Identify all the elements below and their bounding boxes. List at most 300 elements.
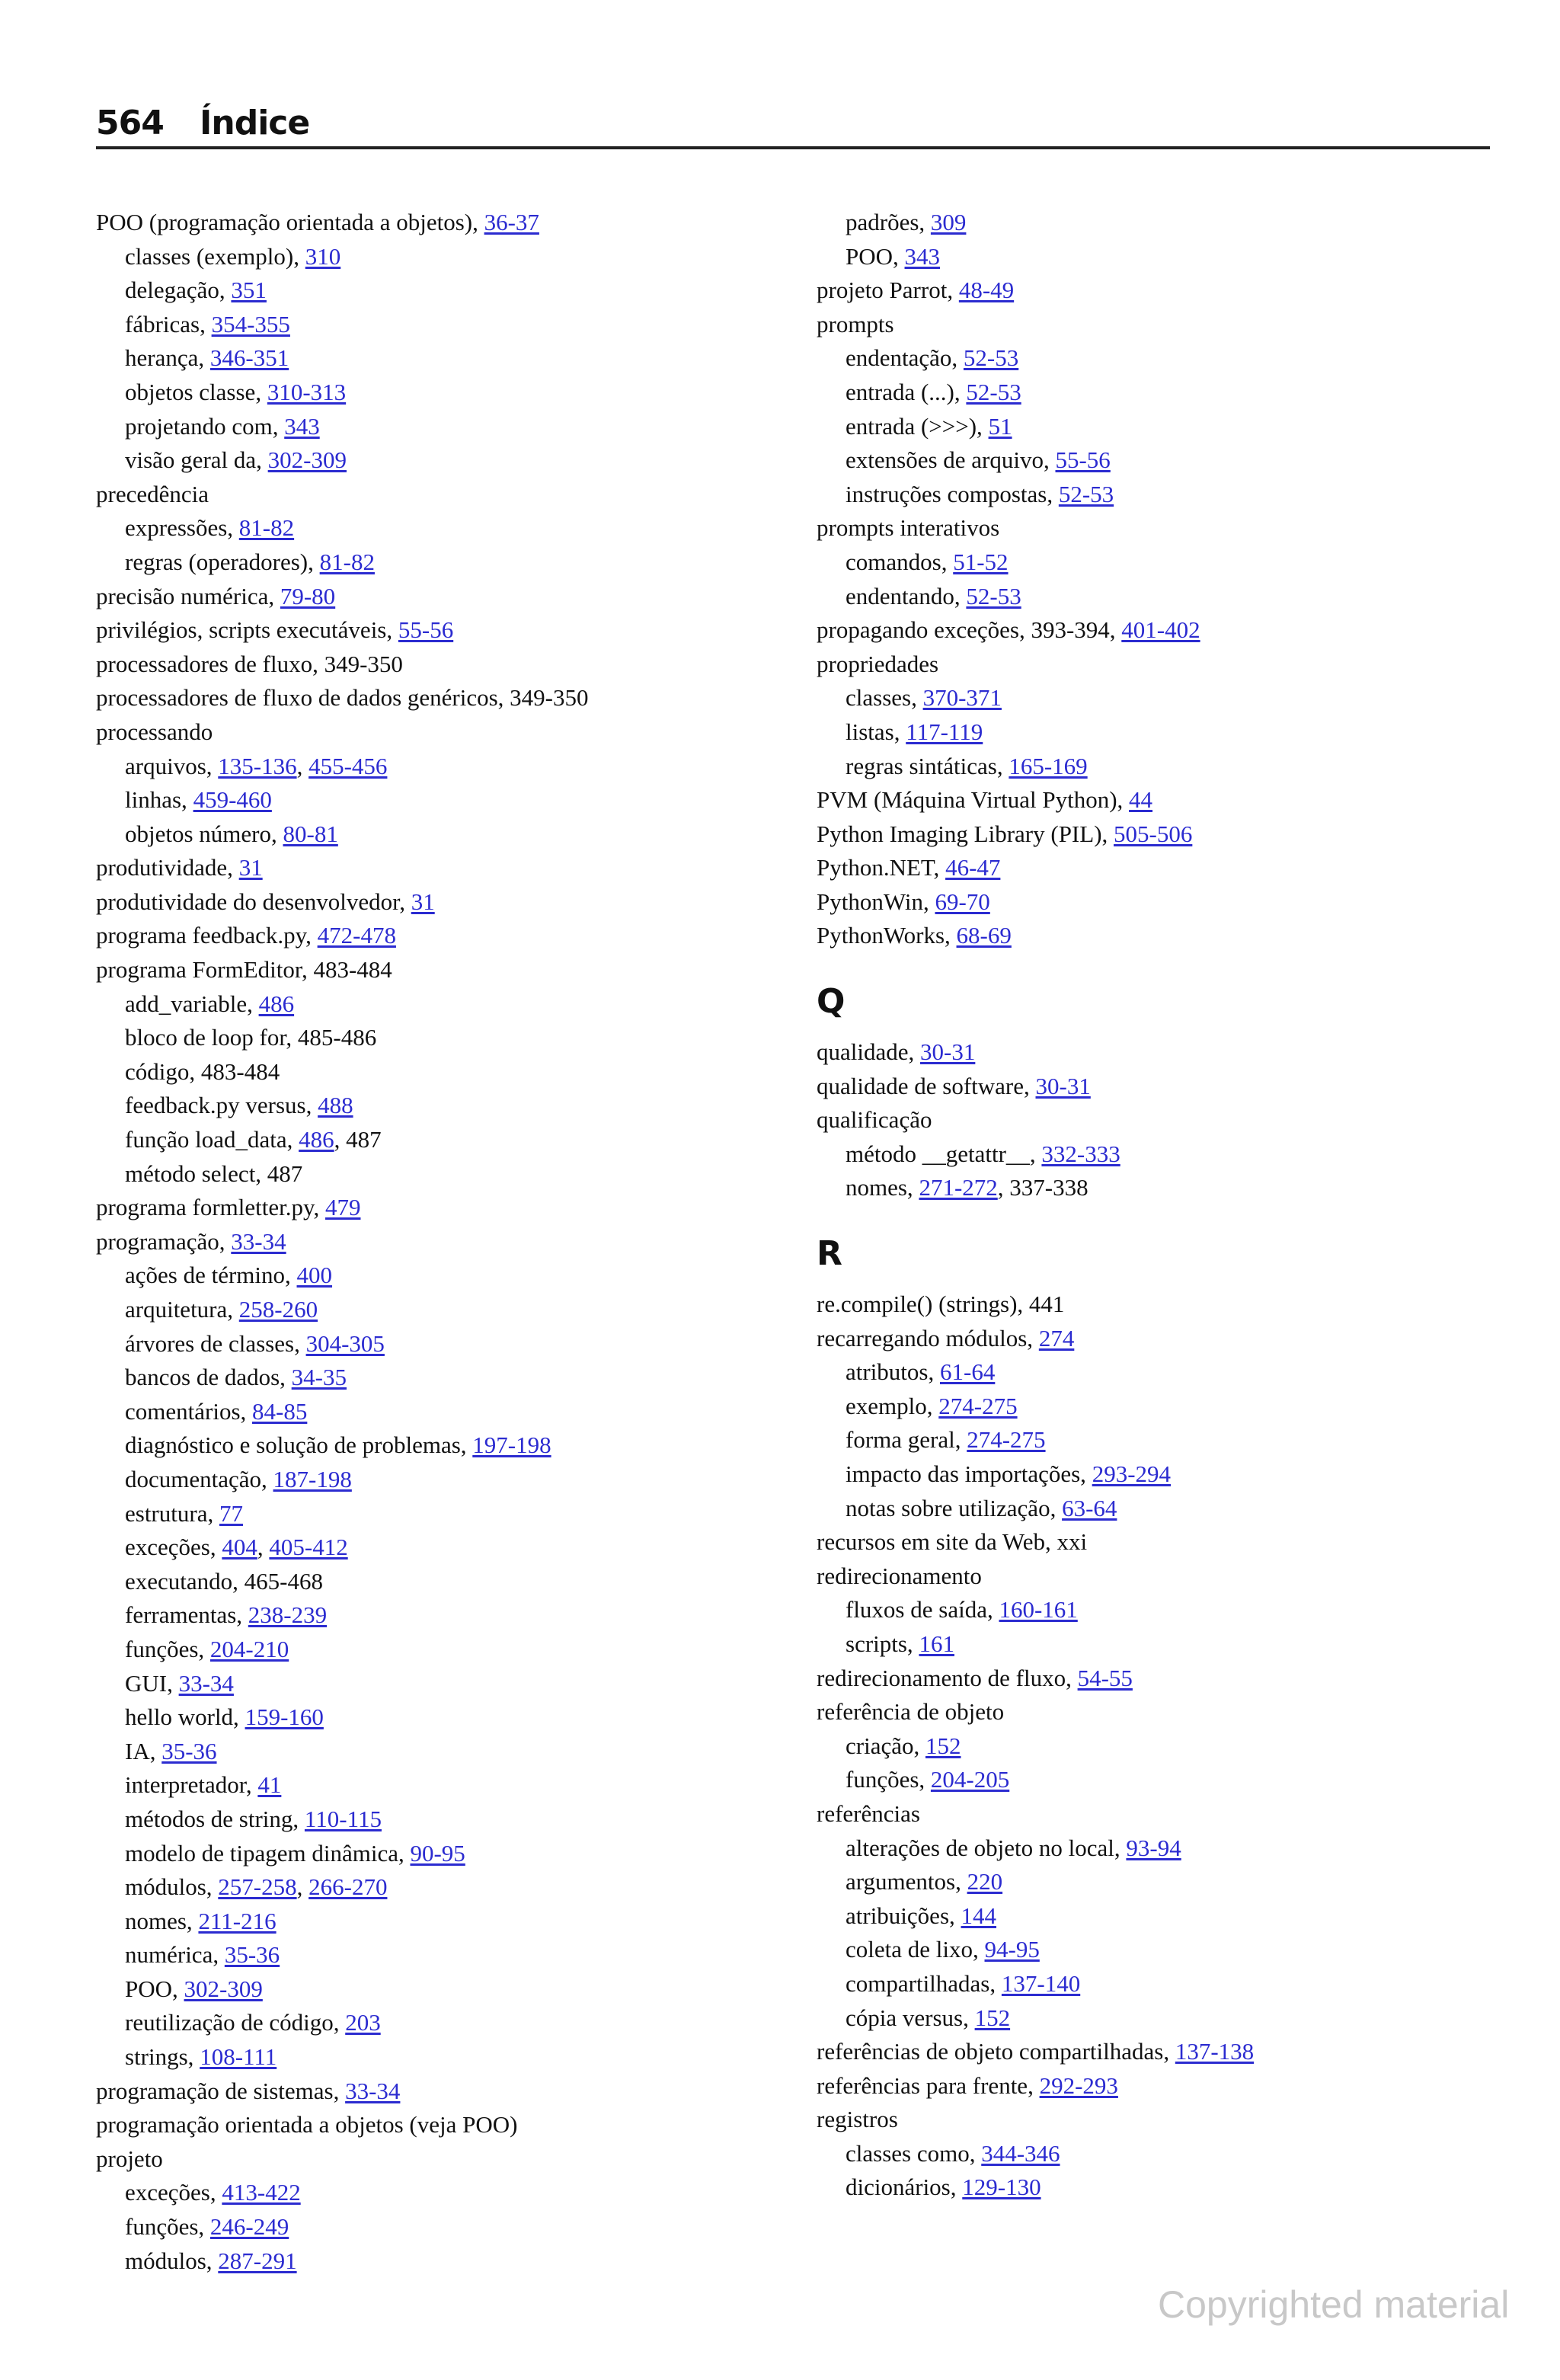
page-ref-link[interactable]: 30-31 bbox=[1035, 1072, 1091, 1099]
entry-text: regras sintáticas, bbox=[846, 752, 1009, 779]
entry-text: arquivos, bbox=[125, 752, 219, 779]
index-subentry bbox=[96, 2040, 782, 2075]
entry-text: árvores de classes, bbox=[125, 1329, 306, 1357]
entry-text: endentando, bbox=[846, 582, 967, 609]
entry-text: referências para frente, bbox=[817, 2071, 1040, 2099]
page-ref-link[interactable]: 63-64 bbox=[1062, 1494, 1117, 1521]
index-entry bbox=[817, 1103, 1502, 1137]
entry-text: programação, bbox=[96, 1227, 232, 1255]
index-entry bbox=[817, 308, 1502, 342]
page-ref-link[interactable]: 79-80 bbox=[280, 582, 336, 609]
page-ref-link[interactable]: 488 bbox=[318, 1092, 353, 1119]
page-ref-link[interactable]: 51 bbox=[988, 412, 1012, 440]
index-entry bbox=[96, 1225, 782, 1259]
index-entry bbox=[817, 1525, 1502, 1559]
entry-text: referências de objeto compartilhadas, bbox=[817, 2038, 1175, 2065]
page-ref-link[interactable]: 48-49 bbox=[958, 277, 1015, 304]
entry-text: exceções, bbox=[125, 1534, 222, 1561]
entry-text: Python Imaging Library (PIL), bbox=[817, 820, 1114, 847]
index-entry bbox=[96, 1191, 782, 1225]
entry-text: diagnóstico e solução de problemas, bbox=[125, 1432, 473, 1459]
entry-text: métodos de string, bbox=[125, 1805, 305, 1832]
entry-text: instruções compostas, bbox=[846, 480, 1059, 507]
index-subentry bbox=[96, 1123, 782, 1157]
page-ref-link[interactable]: 203 bbox=[345, 2009, 381, 2036]
page-ref-link[interactable]: 486 bbox=[258, 990, 295, 1017]
page-ref-link[interactable]: 137-140 bbox=[1001, 1969, 1081, 1997]
page-ref-link[interactable]: 90-95 bbox=[410, 1839, 465, 1867]
index-subentry bbox=[96, 1428, 782, 1463]
entry-text: qualidade, bbox=[817, 1038, 921, 1066]
index-subentry bbox=[817, 206, 1502, 240]
index-entry bbox=[817, 817, 1502, 852]
page-ref-link[interactable]: 44 bbox=[1129, 786, 1153, 814]
page-title: Índice bbox=[200, 104, 310, 142]
index-subentry bbox=[817, 1137, 1502, 1172]
index-entry bbox=[817, 885, 1502, 920]
entry-text: recursos em site da Web, xxi bbox=[817, 1528, 1088, 1556]
index-entry bbox=[817, 851, 1502, 885]
page-ref-link[interactable]: 258-260 bbox=[238, 1296, 318, 1323]
page-ref-link[interactable]: 68-69 bbox=[956, 922, 1012, 949]
entry-text: projeto Parrot, bbox=[817, 277, 959, 304]
page-ref-link[interactable]: 31 bbox=[238, 854, 263, 881]
entry-text: propagando exceções, 393-394, bbox=[817, 616, 1122, 644]
entry-text: padrões, bbox=[846, 209, 931, 235]
index-subentry bbox=[96, 1667, 782, 1701]
entry-text: estrutura, bbox=[125, 1499, 219, 1527]
page-ref-link[interactable]: 401-402 bbox=[1121, 616, 1200, 644]
index-subentry bbox=[96, 2210, 782, 2244]
index-subentry bbox=[96, 2176, 782, 2210]
page-ref-link[interactable]: 309 bbox=[930, 209, 967, 235]
entry-text: nomes, bbox=[846, 1174, 919, 1201]
header-rule bbox=[96, 146, 1490, 149]
page-ref-link[interactable]: 46-47 bbox=[945, 854, 1001, 881]
index-entry bbox=[817, 1035, 1502, 1070]
index-subentry bbox=[96, 240, 782, 274]
index-subentry bbox=[96, 987, 782, 1022]
entry-text: precedência bbox=[96, 480, 209, 507]
page-ref-link[interactable]: 137-138 bbox=[1175, 2038, 1255, 2065]
index-entry bbox=[96, 2142, 782, 2177]
page-ref-link[interactable]: 69-70 bbox=[935, 888, 990, 915]
index-subentry bbox=[817, 2137, 1502, 2171]
page-ref-link[interactable]: 204-210 bbox=[209, 1635, 289, 1662]
entry-text: arquitetura, bbox=[125, 1296, 239, 1323]
entry-text: exceções, bbox=[125, 2179, 222, 2206]
page-ref-link[interactable]: 80-81 bbox=[283, 820, 338, 847]
page-ref-link[interactable]: 35-36 bbox=[224, 1941, 280, 1969]
page-ref-link[interactable]: 400 bbox=[296, 1262, 333, 1289]
page-ref-link[interactable]: 302-309 bbox=[267, 446, 347, 474]
index-entry bbox=[817, 511, 1502, 545]
page-ref-link[interactable]: 61-64 bbox=[940, 1358, 996, 1386]
index-entry bbox=[817, 2069, 1502, 2103]
entry-text: comandos, bbox=[846, 548, 954, 575]
page-ref-link[interactable]: 35-36 bbox=[161, 1737, 217, 1764]
page-ref-link[interactable]: 354-355 bbox=[211, 310, 290, 337]
entry-text: notas sobre utilização, bbox=[846, 1494, 1063, 1521]
index-subentry bbox=[96, 1395, 782, 1429]
index-entry bbox=[817, 1797, 1502, 1831]
index-subentry bbox=[96, 783, 782, 817]
entry-text: add_variable, bbox=[125, 990, 259, 1017]
entry-text: privilégios, scripts executáveis, bbox=[96, 616, 398, 644]
entry-text: impacto das importações, bbox=[846, 1460, 1092, 1487]
index-subentry bbox=[817, 1423, 1502, 1457]
entry-text: atributos, bbox=[846, 1358, 940, 1386]
entry-text: criação, bbox=[846, 1732, 925, 1759]
entry-text: herança, bbox=[125, 344, 210, 372]
index-subentry bbox=[96, 1021, 782, 1055]
entry-text: scripts, bbox=[846, 1630, 919, 1657]
index-entry bbox=[96, 885, 782, 920]
entry-text: executando, 465-468 bbox=[125, 1567, 323, 1595]
index-subentry bbox=[96, 1259, 782, 1293]
page-ref-link[interactable]: 51-52 bbox=[953, 548, 1009, 575]
index-subentry bbox=[96, 1463, 782, 1497]
entry-text: precisão numérica, bbox=[96, 582, 280, 609]
page-ref-link[interactable]: 343 bbox=[284, 412, 320, 440]
entry-text: programação orientada a objetos (veja POO) bbox=[96, 2111, 518, 2138]
page-ref-link[interactable]: 81-82 bbox=[319, 548, 375, 575]
page-ref-link[interactable]: 93-94 bbox=[1126, 1834, 1181, 1861]
index-subentry bbox=[96, 1055, 782, 1089]
page-ref-link[interactable]: 31 bbox=[411, 888, 435, 915]
index-subentry bbox=[96, 2244, 782, 2279]
page-ref-link[interactable]: 274 bbox=[1038, 1324, 1075, 1352]
page-ref-link[interactable]: 55-56 bbox=[1055, 446, 1111, 474]
page-ref-link[interactable]: 135-136 bbox=[218, 752, 297, 779]
index-entry bbox=[96, 715, 782, 750]
index-subentry bbox=[96, 274, 782, 308]
page-ref-link[interactable]: 271-272 bbox=[919, 1174, 998, 1201]
index-subentry bbox=[96, 545, 782, 580]
index-subentry bbox=[817, 1865, 1502, 1899]
entry-text: PVM (Máquina Virtual Python), bbox=[817, 786, 1130, 814]
index-subentry bbox=[817, 341, 1502, 376]
entry-text: hello world, bbox=[125, 1703, 245, 1731]
entry-text: redirecionamento de fluxo, bbox=[817, 1664, 1078, 1691]
page-ref-link[interactable]: 144 bbox=[961, 1902, 997, 1929]
entry-text: programa FormEditor, 483-484 bbox=[96, 956, 392, 984]
index-subentry bbox=[96, 308, 782, 342]
entry-text: atribuições, bbox=[846, 1902, 961, 1929]
index-subentry bbox=[817, 1967, 1502, 2001]
page-ref-link[interactable]: 505-506 bbox=[1114, 820, 1193, 847]
index-subentry bbox=[817, 545, 1502, 580]
entry-text: funções, bbox=[125, 1635, 210, 1662]
index-subentry bbox=[96, 1633, 782, 1667]
page-ref-link[interactable]: 52-53 bbox=[966, 582, 1021, 609]
entry-text: strings, bbox=[125, 2043, 200, 2071]
page-ref-link[interactable]: 479 bbox=[325, 1194, 361, 1221]
page-ref-link[interactable]: 238-239 bbox=[248, 1601, 328, 1629]
entry-text: funções, bbox=[125, 2213, 210, 2241]
index-subentry bbox=[817, 478, 1502, 512]
entry-text: ferramentas, bbox=[125, 1601, 248, 1629]
page-header bbox=[96, 98, 1490, 148]
page-ref-link[interactable]: 34-35 bbox=[291, 1364, 347, 1391]
entry-text: modelo de tipagem dinâmica, bbox=[125, 1839, 411, 1867]
page-ref-link[interactable]: 310-313 bbox=[267, 378, 347, 405]
index-entry bbox=[817, 2103, 1502, 2137]
entry-text: registros bbox=[817, 2106, 898, 2133]
page-ref-link[interactable]: 472-478 bbox=[317, 922, 396, 949]
page-ref-link[interactable]: 413-422 bbox=[222, 2179, 301, 2206]
index-subentry bbox=[96, 1700, 782, 1735]
index-subentry bbox=[96, 1905, 782, 1939]
page-ref-link[interactable]: 287-291 bbox=[218, 2247, 297, 2274]
entry-text: re.compile() (strings), 441 bbox=[817, 1291, 1065, 1318]
page-ref-link[interactable]: 52-53 bbox=[1058, 480, 1114, 507]
page-ref-link[interactable]: 36-37 bbox=[484, 209, 539, 235]
page-ref-link[interactable]: 41 bbox=[257, 1771, 282, 1799]
index-subentry bbox=[817, 410, 1502, 444]
entry-text: função load_data, bbox=[125, 1126, 299, 1153]
entry-text: visão geral da, bbox=[125, 446, 268, 474]
entry-text: método select, 487 bbox=[125, 1160, 303, 1187]
entry-text: GUI, bbox=[125, 1669, 179, 1697]
page-ref-link[interactable]: 246-249 bbox=[209, 2213, 289, 2241]
page-ref-link[interactable]: 165-169 bbox=[1009, 752, 1088, 779]
entry-text: nomes, bbox=[125, 1907, 199, 1934]
index-subentry bbox=[817, 1899, 1502, 1934]
entry-text: módulos, bbox=[125, 1873, 219, 1901]
entry-text: POO, bbox=[846, 242, 905, 270]
index-entry bbox=[96, 953, 782, 987]
page-ref-link[interactable]: 274-275 bbox=[967, 1426, 1046, 1454]
index-subentry bbox=[817, 1627, 1502, 1662]
page-number: 564 bbox=[96, 104, 164, 142]
entry-text: código, 483-484 bbox=[125, 1057, 280, 1085]
entry-text: IA, bbox=[125, 1737, 162, 1764]
entry-text: ações de término, bbox=[125, 1262, 297, 1289]
entry-text: redirecionamento bbox=[817, 1562, 982, 1589]
entry-text: compartilhadas, bbox=[846, 1969, 1002, 1997]
entry-text: endentação, bbox=[846, 344, 964, 372]
index-subentry bbox=[817, 2170, 1502, 2205]
entry-text: listas, bbox=[846, 718, 906, 745]
page-ref-link[interactable]: 110-115 bbox=[304, 1805, 382, 1832]
index-subentry bbox=[96, 1938, 782, 1972]
entry-text: dicionários, bbox=[846, 2174, 963, 2201]
entry-text: regras (operadores), bbox=[125, 548, 320, 575]
page-ref-link[interactable]: 343 bbox=[904, 242, 941, 270]
entry-text: argumentos, bbox=[846, 1868, 967, 1895]
page-ref-link[interactable]: 220 bbox=[967, 1868, 1003, 1895]
entry-text: módulos, bbox=[125, 2247, 219, 2274]
page-ref-link[interactable]: 33-34 bbox=[345, 2077, 401, 2104]
entry-text: bloco de loop for, 485-486 bbox=[125, 1024, 377, 1051]
entry-text: produtividade, bbox=[96, 854, 239, 881]
page-ref-link[interactable]: 159-160 bbox=[245, 1703, 324, 1731]
page-ref-link[interactable]: 293-294 bbox=[1092, 1460, 1172, 1487]
page-ref-link[interactable]: 30-31 bbox=[920, 1038, 976, 1066]
page-ref-link[interactable]: 94-95 bbox=[984, 1936, 1040, 1963]
page-ref-link[interactable]: 455-456 bbox=[308, 752, 388, 779]
page-ref-link[interactable]: 152 bbox=[974, 2004, 1011, 2031]
entry-tail: , 337-338 bbox=[997, 1174, 1088, 1201]
entry-text: PythonWin, bbox=[817, 888, 935, 915]
index-subentry: módulos, 257-258, 266-270 bbox=[125, 1873, 388, 1901]
entry-text: comentários, bbox=[125, 1397, 253, 1425]
index-subentry bbox=[96, 1497, 782, 1531]
page-ref-link[interactable]: 211-216 bbox=[198, 1907, 277, 1934]
page-ref-link[interactable]: 55-56 bbox=[398, 616, 454, 644]
index-subentry: exceções, 404, 405-412 bbox=[125, 1534, 348, 1561]
index-subentry bbox=[817, 1492, 1502, 1526]
page-ref-link[interactable]: 266-270 bbox=[308, 1873, 388, 1901]
index-subentry bbox=[817, 1390, 1502, 1424]
page-ref-link[interactable]: 304-305 bbox=[305, 1329, 385, 1357]
index-subentry bbox=[817, 681, 1502, 715]
index-subentry bbox=[96, 817, 782, 852]
entry-text: qualidade de software, bbox=[817, 1072, 1036, 1099]
page-ref-link[interactable]: 160-161 bbox=[999, 1596, 1078, 1623]
index-entry bbox=[817, 1288, 1502, 1322]
page-ref-link[interactable]: 187-198 bbox=[273, 1465, 352, 1492]
entry-text: classes como, bbox=[846, 2139, 982, 2167]
page-ref-link[interactable]: 257-258 bbox=[218, 1873, 297, 1901]
page-ref-link[interactable]: 54-55 bbox=[1077, 1664, 1133, 1691]
page-ref-link[interactable]: 33-34 bbox=[231, 1227, 286, 1255]
entry-text: classes (exemplo), bbox=[125, 242, 305, 270]
entry-text: prompts interativos bbox=[817, 514, 1000, 542]
index-entry bbox=[817, 1559, 1502, 1594]
entry-text: reutilização de código, bbox=[125, 2009, 346, 2036]
index-entry bbox=[96, 648, 782, 682]
entry-text: programa feedback.py, bbox=[96, 922, 318, 949]
entry-text: entrada (>>>), bbox=[846, 412, 989, 440]
entry-text: classes, bbox=[846, 684, 923, 712]
index-entry bbox=[817, 274, 1502, 308]
entry-text: POO, bbox=[125, 1975, 184, 2002]
index-subentry bbox=[817, 1763, 1502, 1797]
entry-text: funções, bbox=[846, 1766, 931, 1793]
index-entry bbox=[96, 580, 782, 614]
index-subentry bbox=[96, 1837, 782, 1871]
page-ref-link[interactable]: 108-111 bbox=[200, 2043, 277, 2071]
entry-text: coleta de lixo, bbox=[846, 1936, 985, 1963]
page-ref-link[interactable]: 52-53 bbox=[963, 344, 1019, 372]
page-ref-link[interactable]: 302-309 bbox=[184, 1975, 263, 2002]
page-ref-link[interactable]: 152 bbox=[925, 1732, 961, 1759]
index-subentry bbox=[817, 750, 1502, 784]
index-subentry bbox=[96, 1565, 782, 1599]
entry-text: extensões de arquivo, bbox=[846, 446, 1056, 474]
index-subentry bbox=[96, 1735, 782, 1769]
index-subentry bbox=[817, 443, 1502, 478]
index-entry bbox=[96, 206, 782, 240]
index-subentry bbox=[96, 1598, 782, 1633]
index-subentry bbox=[96, 1089, 782, 1123]
index-subentry bbox=[96, 410, 782, 444]
entry-text: projetando com, bbox=[125, 412, 285, 440]
entry-text: fluxos de saída, bbox=[846, 1596, 999, 1623]
entry-text: cópia versus, bbox=[846, 2004, 975, 2031]
page-ref-link[interactable]: 404 bbox=[222, 1534, 257, 1561]
index-entry bbox=[96, 478, 782, 512]
entry-text: produtividade do desenvolvedor, bbox=[96, 888, 411, 915]
entry-text: documentação, bbox=[125, 1465, 273, 1492]
page-ref-link[interactable]: 274-275 bbox=[938, 1392, 1018, 1419]
index-subentry bbox=[96, 1972, 782, 2007]
page-ref-link[interactable]: 292-293 bbox=[1039, 2071, 1118, 2099]
index-entry bbox=[96, 681, 782, 715]
page-ref-link[interactable]: 332-333 bbox=[1041, 1140, 1120, 1167]
index-subentry: arquivos, 135-136, 455-456 bbox=[125, 752, 388, 779]
page-ref-link[interactable]: 161 bbox=[919, 1630, 954, 1657]
page-ref-link[interactable]: 346-351 bbox=[209, 344, 289, 372]
index-subentry bbox=[96, 511, 782, 545]
page-ref-link[interactable]: 77 bbox=[219, 1499, 243, 1527]
index-subentry bbox=[96, 443, 782, 478]
entry-text: fábricas, bbox=[125, 310, 212, 337]
entry-text: objetos classe, bbox=[125, 378, 267, 405]
page-ref-link[interactable]: 33-34 bbox=[178, 1669, 234, 1697]
index-subentry bbox=[817, 1831, 1502, 1866]
index-entry bbox=[817, 919, 1502, 953]
entry-text: entrada (...), bbox=[846, 378, 967, 405]
index-subentry bbox=[96, 1157, 782, 1192]
entry-text: forma geral, bbox=[846, 1426, 967, 1454]
index-entry bbox=[817, 783, 1502, 817]
index-entry bbox=[817, 2035, 1502, 2069]
index-entry bbox=[817, 648, 1502, 682]
index-subentry bbox=[817, 1457, 1502, 1492]
index-subentry bbox=[96, 341, 782, 376]
index-subentry bbox=[817, 240, 1502, 274]
page-ref-link[interactable]: 486 bbox=[299, 1126, 334, 1153]
entry-text: alterações de objeto no local, bbox=[846, 1834, 1127, 1861]
index-entry bbox=[817, 1070, 1502, 1104]
page-ref-link[interactable]: 84-85 bbox=[252, 1397, 308, 1425]
page-ref-link[interactable]: 310 bbox=[305, 242, 341, 270]
index-subentry bbox=[817, 376, 1502, 410]
entry-text: exemplo, bbox=[846, 1392, 939, 1419]
entry-text: recarregando módulos, bbox=[817, 1324, 1039, 1352]
index-subentry bbox=[817, 1933, 1502, 1967]
entry-text: programa formletter.py, bbox=[96, 1194, 325, 1221]
page-ref-link[interactable]: 370-371 bbox=[922, 684, 1002, 712]
page-ref-link[interactable]: 344-346 bbox=[981, 2139, 1060, 2167]
page-ref-link[interactable]: 405-412 bbox=[269, 1534, 348, 1561]
entry-text: processadores de fluxo, 349-350 bbox=[96, 650, 403, 677]
index-entry bbox=[96, 2108, 782, 2142]
entry-text: linhas, bbox=[125, 786, 193, 814]
page-ref-link[interactable]: 459-460 bbox=[193, 786, 272, 814]
page-ref-link[interactable]: 81-82 bbox=[238, 514, 295, 542]
page-ref-link[interactable]: 351 bbox=[231, 277, 267, 304]
page-ref-link[interactable]: 204-205 bbox=[930, 1766, 1010, 1793]
entry-text: projeto bbox=[96, 2145, 163, 2172]
index-entry bbox=[96, 851, 782, 885]
page-ref-link[interactable]: 117-119 bbox=[906, 718, 983, 745]
index-subentry bbox=[96, 1293, 782, 1327]
entry-text: programação de sistemas, bbox=[96, 2077, 346, 2104]
page-ref-link[interactable]: 129-130 bbox=[962, 2174, 1041, 2201]
index-subentry bbox=[817, 2001, 1502, 2036]
page-ref-link[interactable]: 197-198 bbox=[472, 1432, 551, 1459]
index-entry bbox=[817, 613, 1502, 648]
page-ref-link[interactable]: 52-53 bbox=[966, 378, 1021, 405]
entry-text: delegação, bbox=[125, 277, 232, 304]
section-heading-q: Q bbox=[817, 982, 846, 1022]
index-subentry bbox=[96, 1361, 782, 1395]
entry-text: POO (programação orientada a objetos), bbox=[96, 209, 484, 235]
